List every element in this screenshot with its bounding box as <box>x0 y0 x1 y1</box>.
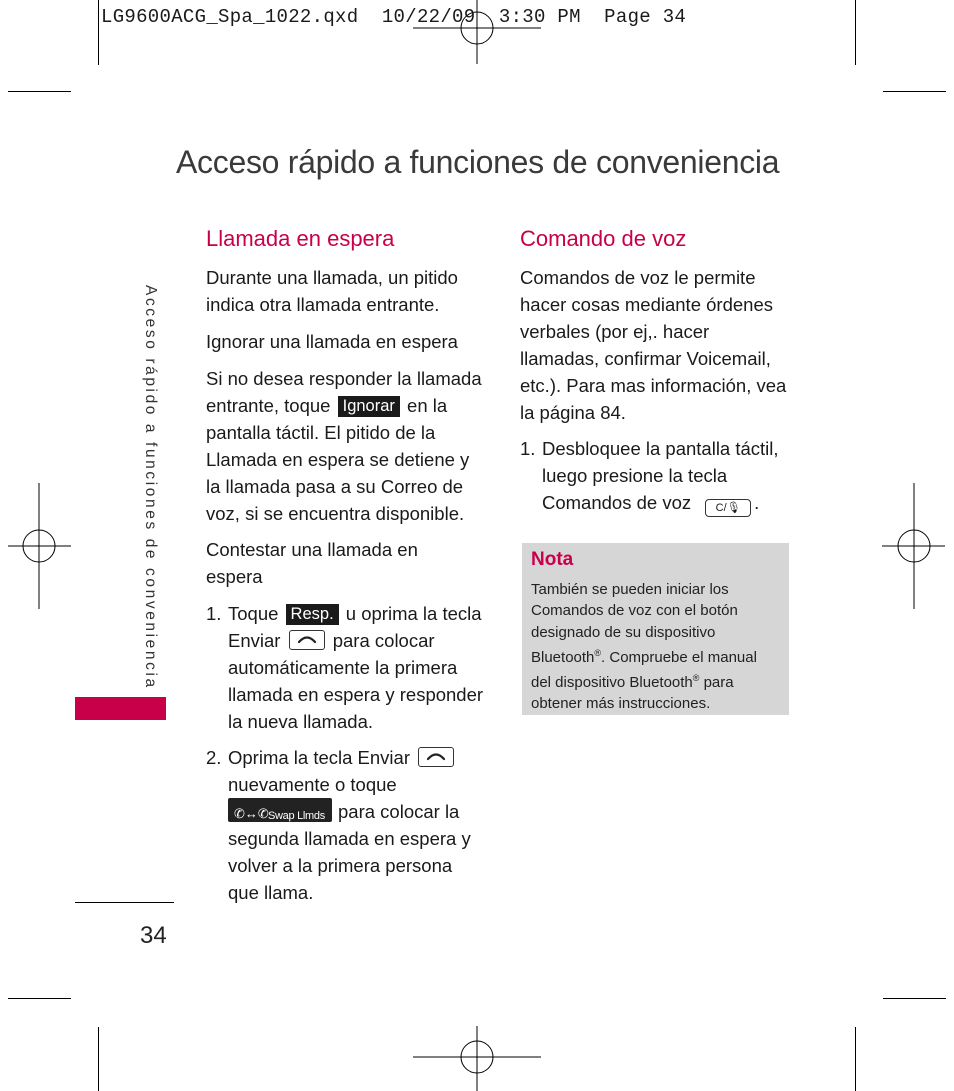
swap-calls-label: Swap Llmds <box>268 810 325 822</box>
step1-text-c: para colocar automáticamente la primera llamada en espera y responder la nueva llamada. <box>228 630 484 732</box>
side-tab-label <box>131 285 171 705</box>
step2-text-b: nuevamente o toque <box>228 774 397 795</box>
voice-step1-text: Desbloquee la pantalla táctil, luego presione la tecla Comandos de voz <box>542 438 779 513</box>
print-slug: LG9600ACG_Spa_1022.qxd 10/22/09 3:30 PM Page 34 <box>101 6 687 28</box>
registration-mark-bottom <box>413 1026 543 1091</box>
registered-mark: ® <box>692 673 700 684</box>
subheading-ignorar: Ignorar una llamada en espera <box>206 331 458 352</box>
voice-key-label: C/ <box>715 502 727 514</box>
page-number: 34 <box>140 922 167 949</box>
voice-intro-paragraph: Comandos de voz le permite hacer cosas mediante órdenes verbales (por ej,. hacer llamadas, confirmar Voicemail, etc.). Para mas información, vea la página 84. <box>520 267 787 423</box>
section-tab-marker <box>75 697 166 720</box>
ignore-text-1: Si no desea responder la llamada entrante, toque <box>206 368 482 416</box>
heading-llamada-en-espera: Llamada en espera <box>206 226 395 251</box>
step-text <box>228 744 488 906</box>
note-text-1: También se pueden iniciar los Comandos de voz con el botón designado de su dispositivo Bluetooth <box>531 581 738 666</box>
note-text-3: para obtener más instrucciones. <box>531 674 734 713</box>
step-number: 2. <box>206 747 222 768</box>
intro-paragraph: Durante una llamada, un pitido indica otra llamada entrante. <box>206 267 458 315</box>
voice-step1-end: . <box>754 492 760 513</box>
send-key-icon <box>418 747 454 767</box>
ignorar-button[interactable]: Ignorar <box>338 396 400 417</box>
registration-mark-right <box>882 483 946 611</box>
step-text <box>228 600 488 735</box>
step-number: 1. <box>206 603 222 624</box>
side-label-text: Acceso rápido a funciones de conveniencia <box>142 285 159 690</box>
heading-comando-de-voz: Comando de voz <box>520 226 687 251</box>
page-title: Acceso rápido a funciones de conveniencia <box>176 144 780 180</box>
note-heading: Nota <box>531 549 574 570</box>
step1-text-a: Toque <box>228 603 279 624</box>
ignore-text-2: en la pantalla táctil. El pitido de la Llamada en espera se detiene y la llamada pasa a su Correo de voz, si se encuentra disponible. <box>206 395 470 524</box>
registered-mark: ® <box>594 647 602 658</box>
voice-command-key <box>705 499 751 517</box>
step2-text-c: para colocar la segunda llamada en espera y volver a la primera persona que llama. <box>228 801 471 903</box>
swap-calls-icon: ✆↔✆ <box>234 806 269 821</box>
resp-button[interactable]: Resp. <box>286 604 339 625</box>
note-body <box>531 579 781 715</box>
step-text <box>542 435 792 517</box>
send-key-icon <box>289 630 325 650</box>
step-number: 1. <box>520 438 536 459</box>
page-number-rule <box>75 902 174 903</box>
ignore-paragraph <box>206 365 484 527</box>
step1-text-b: u oprima la tecla Enviar <box>228 603 482 651</box>
note-text-2: . Compruebe el manual del dispositivo Bluetooth <box>531 648 757 692</box>
subheading-contestar: Contestar una llamada en espera <box>206 539 418 587</box>
swap-calls-button[interactable] <box>228 798 332 822</box>
registration-mark-left <box>8 483 72 611</box>
step2-text-a: Oprima la tecla Enviar <box>228 747 410 768</box>
microphone-icon: 🎙 <box>726 502 741 514</box>
note-box <box>522 543 789 715</box>
